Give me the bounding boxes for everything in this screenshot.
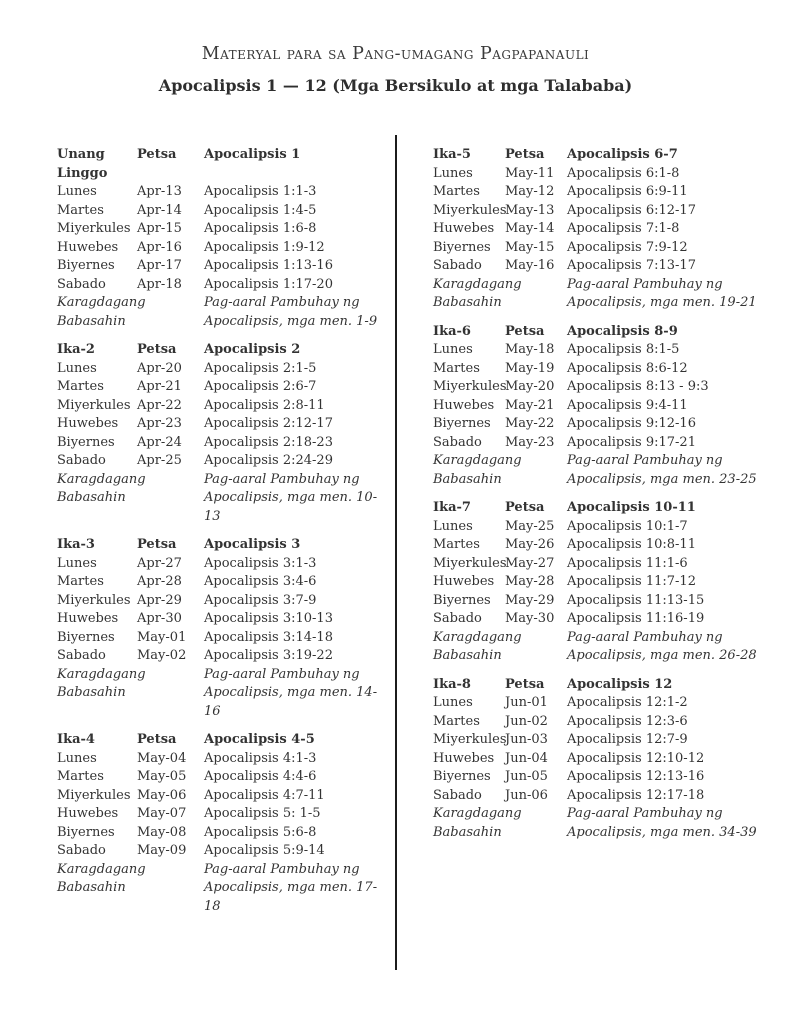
date-value: May-25 bbox=[505, 518, 555, 534]
date-value: Apr-22 bbox=[137, 397, 182, 413]
reading-value: Apocalipsis 6:12-17 bbox=[567, 202, 696, 218]
date-value: Apr-17 bbox=[137, 258, 182, 273]
day-label: Lunes bbox=[433, 342, 473, 357]
day-label: Sabado bbox=[433, 258, 482, 273]
date-value: May-14 bbox=[505, 221, 555, 236]
reading-column-header: Apocalipsis 3 bbox=[204, 537, 301, 552]
date-value: Apr-27 bbox=[137, 555, 182, 571]
week-block-6 bbox=[433, 323, 763, 490]
reading-value: Apocalipsis 3:14-18 bbox=[204, 629, 333, 645]
reading-value: Apocalipsis 3:7-9 bbox=[204, 592, 317, 608]
extra-reading-label: Karagdagang Babasahin bbox=[433, 629, 522, 663]
day-label: Miyerkules bbox=[57, 787, 131, 803]
reading-value: Apocalipsis 3:10-13 bbox=[204, 611, 333, 626]
reading-value: Apocalipsis 2:6-7 bbox=[204, 379, 317, 394]
day-label: Biyernes bbox=[57, 629, 115, 645]
reading-value: Apocalipsis 10:1-7 bbox=[567, 518, 688, 534]
reading-value: Apocalipsis 12:10-12 bbox=[567, 750, 705, 766]
reading-value: Apocalipsis 1:13-16 bbox=[204, 258, 333, 273]
reading-value: Apocalipsis 5:6-8 bbox=[204, 824, 317, 840]
extra-reading-line1: Pag-aaral Pambuhay ng bbox=[567, 276, 723, 292]
date-value: May-27 bbox=[505, 555, 555, 571]
extra-reading-label: Karagdagang Babasahin bbox=[57, 471, 146, 505]
day-label: Miyerkules bbox=[433, 555, 507, 571]
reading-value: Apocalipsis 4:1-3 bbox=[204, 750, 317, 766]
date-value: May-22 bbox=[505, 416, 555, 431]
date-value: Apr-23 bbox=[137, 416, 182, 431]
extra-reading-label: Karagdagang Babasahin bbox=[433, 276, 522, 310]
day-label: Miyerkules bbox=[57, 397, 131, 413]
extra-reading-line2: Apocalipsis, mga men. 19-21 bbox=[567, 295, 757, 310]
date-column-header: Petsa bbox=[505, 323, 545, 339]
reading-value: Apocalipsis 11:7-12 bbox=[567, 574, 696, 589]
reading-value: Apocalipsis 12:17-18 bbox=[567, 787, 705, 803]
day-label: Lunes bbox=[433, 518, 473, 534]
reading-value: Apocalipsis 11:13-15 bbox=[567, 592, 705, 608]
reading-column-header: Apocalipsis 2 bbox=[204, 342, 301, 357]
day-label: Biyernes bbox=[57, 258, 115, 273]
extra-reading-value bbox=[204, 294, 385, 331]
reading-value: Apocalipsis 9:17-21 bbox=[567, 434, 696, 450]
date-value: May-23 bbox=[505, 434, 555, 450]
extra-reading-label: Karagdagang Babasahin bbox=[57, 666, 146, 700]
extra-reading-line2: Apocalipsis, mga men. 14-16 bbox=[204, 685, 378, 719]
reading-value: Apocalipsis 3:1-3 bbox=[204, 555, 317, 571]
extra-reading-value bbox=[567, 805, 763, 842]
date-value: Apr-20 bbox=[137, 360, 182, 376]
reading-value: Apocalipsis 1:9-12 bbox=[204, 239, 325, 255]
date-value: May-08 bbox=[137, 824, 187, 840]
extra-reading-line2: Apocalipsis, mga men. 17-18 bbox=[204, 880, 378, 914]
date-value: Apr-14 bbox=[137, 202, 182, 218]
date-value: May-04 bbox=[137, 750, 187, 766]
date-value: May-13 bbox=[505, 202, 555, 218]
extra-reading-line1: Pag-aaral Pambuhay ng bbox=[204, 295, 360, 310]
week-label: Ika-5 bbox=[433, 147, 471, 162]
week-block-3 bbox=[57, 536, 385, 721]
extra-reading-label: Karagdagang Babasahin bbox=[57, 861, 146, 895]
column-divider bbox=[395, 135, 397, 970]
left-column bbox=[57, 146, 385, 926]
day-label: Huwebes bbox=[433, 750, 495, 766]
date-value: May-12 bbox=[505, 184, 555, 199]
extra-reading-value bbox=[204, 471, 385, 527]
extra-reading-line1: Pag-aaral Pambuhay ng bbox=[204, 471, 360, 487]
extra-reading-value bbox=[204, 861, 385, 917]
reading-value: Apocalipsis 11:16-19 bbox=[567, 611, 705, 626]
day-label: Sabado bbox=[433, 611, 482, 626]
extra-reading-value bbox=[567, 452, 763, 489]
date-value: Jun-05 bbox=[505, 769, 548, 784]
date-value: Apr-16 bbox=[137, 239, 182, 255]
day-label: Biyernes bbox=[433, 416, 491, 431]
extra-reading-label: Karagdagang Babasahin bbox=[57, 295, 146, 329]
day-label: Martes bbox=[57, 202, 104, 218]
reading-value: Apocalipsis 8:13 - 9:3 bbox=[567, 379, 709, 394]
day-label: Huwebes bbox=[433, 397, 495, 413]
reading-value: Apocalipsis 12:3-6 bbox=[567, 713, 688, 729]
date-value: May-26 bbox=[505, 537, 555, 552]
date-column-header: Petsa bbox=[137, 147, 177, 162]
day-label: Huwebes bbox=[57, 611, 119, 626]
extra-reading-line2: Apocalipsis, mga men. 23-25 bbox=[567, 471, 757, 487]
date-value: May-06 bbox=[137, 787, 187, 803]
reading-value: Apocalipsis 8:6-12 bbox=[567, 360, 688, 376]
reading-value: Apocalipsis 5:9-14 bbox=[204, 843, 325, 858]
day-label: Huwebes bbox=[57, 806, 119, 821]
week-label: Unang Linggo bbox=[57, 147, 108, 181]
date-value: May-18 bbox=[505, 342, 555, 357]
week-label: Ika-6 bbox=[433, 323, 471, 339]
reading-value: Apocalipsis 4:4-6 bbox=[204, 769, 317, 784]
reading-value: Apocalipsis 4:7-11 bbox=[204, 787, 325, 803]
week-block-1 bbox=[57, 146, 385, 331]
date-value: Jun-01 bbox=[505, 695, 548, 710]
reading-value: Apocalipsis 2:8-11 bbox=[204, 397, 325, 413]
reading-value: Apocalipsis 12:1-2 bbox=[567, 695, 688, 710]
reading-value: Apocalipsis 6:1-8 bbox=[567, 165, 680, 181]
reading-column-header: Apocalipsis 6-7 bbox=[567, 147, 678, 162]
day-label: Biyernes bbox=[433, 769, 491, 784]
day-label: Huwebes bbox=[433, 221, 495, 236]
reading-value: Apocalipsis 1:1-3 bbox=[204, 184, 317, 199]
day-label: Lunes bbox=[433, 695, 473, 710]
day-label: Martes bbox=[433, 360, 480, 376]
reading-value: Apocalipsis 9:4-11 bbox=[567, 397, 688, 413]
day-label: Martes bbox=[433, 713, 480, 729]
document-title: Materyal para sa Pang-umagang Pagpapanauli bbox=[201, 44, 590, 64]
reading-column-header: Apocalipsis 4-5 bbox=[204, 732, 315, 747]
reading-value: Apocalipsis 12:13-16 bbox=[567, 769, 705, 784]
date-value: Apr-29 bbox=[137, 592, 182, 608]
day-label: Biyernes bbox=[57, 434, 115, 450]
date-column-header: Petsa bbox=[505, 147, 545, 162]
date-value: May-28 bbox=[505, 574, 555, 589]
reading-column-header: Apocalipsis 10-11 bbox=[567, 500, 696, 515]
day-label: Miyerkules bbox=[57, 592, 131, 608]
reading-value: Apocalipsis 7:13-17 bbox=[567, 258, 696, 273]
day-label: Martes bbox=[57, 379, 104, 394]
reading-value: Apocalipsis 11:1-6 bbox=[567, 555, 688, 571]
document-subtitle: Apocalipsis 1 — 12 (Mga Bersikulo at mga Talababa) bbox=[158, 76, 633, 95]
date-value: May-16 bbox=[505, 258, 555, 273]
reading-column-header: Apocalipsis 8-9 bbox=[567, 323, 678, 339]
date-column-header: Petsa bbox=[137, 732, 177, 747]
date-value: May-05 bbox=[137, 769, 187, 784]
week-label: Ika-2 bbox=[57, 342, 95, 357]
date-value: May-01 bbox=[137, 629, 187, 645]
day-label: Lunes bbox=[57, 360, 97, 376]
week-block-5 bbox=[433, 146, 763, 313]
day-label: Lunes bbox=[57, 555, 97, 571]
reading-value: Apocalipsis 5: 1-5 bbox=[204, 806, 321, 821]
reading-column-header: Apocalipsis 12 bbox=[567, 676, 673, 692]
date-value: May-29 bbox=[505, 592, 555, 608]
reading-value: Apocalipsis 3:19-22 bbox=[204, 648, 333, 663]
day-label: Biyernes bbox=[433, 239, 491, 255]
extra-reading-value bbox=[567, 629, 763, 666]
reading-value: Apocalipsis 3:4-6 bbox=[204, 574, 317, 589]
extra-reading-line1: Pag-aaral Pambuhay ng bbox=[567, 453, 723, 468]
day-label: Huwebes bbox=[57, 416, 119, 431]
reading-value: Apocalipsis 1:6-8 bbox=[204, 221, 317, 236]
date-value: May-20 bbox=[505, 379, 555, 394]
day-label: Sabado bbox=[57, 648, 106, 663]
reading-value: Apocalipsis 12:7-9 bbox=[567, 732, 688, 747]
week-label: Ika-8 bbox=[433, 676, 471, 692]
day-label: Huwebes bbox=[433, 574, 495, 589]
week-block-8 bbox=[433, 676, 763, 843]
extra-reading-label: Karagdagang Babasahin bbox=[433, 806, 522, 840]
date-value: Jun-04 bbox=[505, 750, 548, 766]
extra-reading-line1: Pag-aaral Pambuhay ng bbox=[567, 806, 723, 821]
date-value: May-21 bbox=[505, 397, 555, 413]
reading-value: Apocalipsis 2:1-5 bbox=[204, 360, 317, 376]
reading-value: Apocalipsis 2:24-29 bbox=[204, 453, 333, 468]
day-label: Miyerkules bbox=[433, 379, 507, 394]
extra-reading-label: Karagdagang Babasahin bbox=[433, 453, 522, 487]
reading-value: Apocalipsis 6:9-11 bbox=[567, 184, 688, 199]
week-block-4 bbox=[57, 731, 385, 916]
date-value: May-11 bbox=[505, 165, 555, 181]
date-value: Jun-03 bbox=[505, 732, 548, 747]
reading-value: Apocalipsis 7:1-8 bbox=[567, 221, 680, 236]
date-value: May-07 bbox=[137, 806, 187, 821]
date-value: Jun-06 bbox=[505, 787, 548, 803]
date-value: May-19 bbox=[505, 360, 555, 376]
date-column-header: Petsa bbox=[505, 676, 545, 692]
week-block-7 bbox=[433, 499, 763, 666]
right-column bbox=[433, 146, 763, 852]
day-label: Martes bbox=[57, 574, 104, 589]
day-label: Sabado bbox=[433, 787, 482, 803]
day-label: Biyernes bbox=[433, 592, 491, 608]
date-value: Apr-18 bbox=[137, 276, 182, 292]
week-label: Ika-3 bbox=[57, 537, 95, 552]
date-value: Apr-30 bbox=[137, 611, 182, 626]
day-label: Biyernes bbox=[57, 824, 115, 840]
week-label: Ika-4 bbox=[57, 732, 95, 747]
week-label: Ika-7 bbox=[433, 500, 471, 515]
day-label: Huwebes bbox=[57, 239, 119, 255]
extra-reading-line2: Apocalipsis, mga men. 1-9 bbox=[204, 313, 378, 329]
day-label: Martes bbox=[57, 769, 104, 784]
reading-value: Apocalipsis 2:12-17 bbox=[204, 416, 333, 431]
day-label: Miyerkules bbox=[433, 202, 507, 218]
reading-value: Apocalipsis 2:18-23 bbox=[204, 434, 333, 450]
date-column-header: Petsa bbox=[137, 537, 177, 552]
day-label: Sabado bbox=[57, 453, 106, 468]
reading-value: Apocalipsis 7:9-12 bbox=[567, 239, 688, 255]
date-value: May-02 bbox=[137, 648, 187, 663]
extra-reading-value bbox=[567, 276, 763, 313]
extra-reading-line1: Pag-aaral Pambuhay ng bbox=[204, 666, 360, 682]
date-value: Apr-24 bbox=[137, 434, 182, 450]
day-label: Lunes bbox=[433, 165, 473, 181]
reading-value: Apocalipsis 9:12-16 bbox=[567, 416, 696, 431]
date-value: Apr-15 bbox=[137, 221, 182, 236]
date-column-header: Petsa bbox=[505, 500, 545, 515]
date-value: May-30 bbox=[505, 611, 555, 626]
date-column-header: Petsa bbox=[137, 342, 177, 357]
extra-reading-value bbox=[204, 666, 385, 722]
date-value: Apr-25 bbox=[137, 453, 182, 468]
reading-value: Apocalipsis 8:1-5 bbox=[567, 342, 680, 357]
day-label: Lunes bbox=[57, 184, 97, 199]
date-value: May-15 bbox=[505, 239, 555, 255]
day-label: Lunes bbox=[57, 750, 97, 766]
extra-reading-line1: Pag-aaral Pambuhay ng bbox=[567, 629, 723, 645]
day-label: Martes bbox=[433, 184, 480, 199]
day-label: Sabado bbox=[57, 843, 106, 858]
week-block-2 bbox=[57, 341, 385, 526]
extra-reading-line2: Apocalipsis, mga men. 26-28 bbox=[567, 648, 757, 663]
day-label: Miyerkules bbox=[433, 732, 507, 747]
date-value: Jun-02 bbox=[505, 713, 548, 729]
date-value: May-09 bbox=[137, 843, 187, 858]
reading-value: Apocalipsis 10:8-11 bbox=[567, 537, 696, 552]
day-label: Sabado bbox=[57, 276, 106, 292]
reading-column-header: Apocalipsis 1 bbox=[204, 147, 301, 162]
day-label: Miyerkules bbox=[57, 221, 131, 236]
date-value: Apr-21 bbox=[137, 379, 182, 394]
date-value: Apr-13 bbox=[137, 184, 182, 199]
extra-reading-line1: Pag-aaral Pambuhay ng bbox=[204, 861, 360, 877]
reading-value: Apocalipsis 1:17-20 bbox=[204, 276, 333, 292]
date-value: Apr-28 bbox=[137, 574, 182, 589]
reading-value: Apocalipsis 1:4-5 bbox=[204, 202, 317, 218]
day-label: Sabado bbox=[433, 434, 482, 450]
day-label: Martes bbox=[433, 537, 480, 552]
extra-reading-line2: Apocalipsis, mga men. 10-13 bbox=[204, 490, 378, 524]
extra-reading-line2: Apocalipsis, mga men. 34-39 bbox=[567, 824, 757, 840]
